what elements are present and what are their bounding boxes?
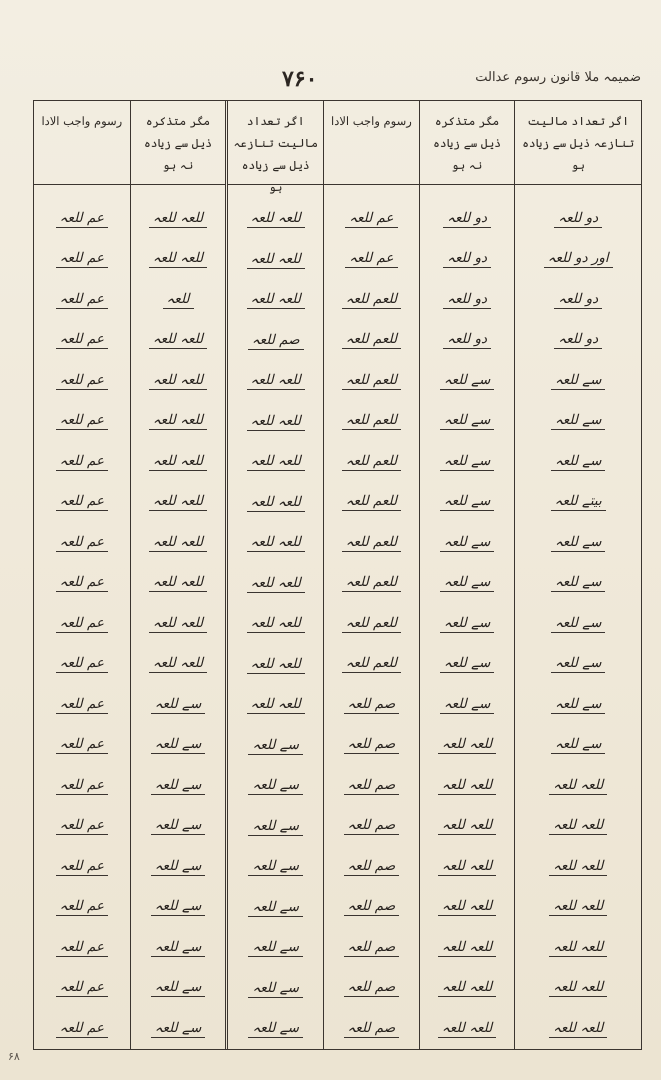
table-cell [324, 968, 419, 1009]
table-cell [228, 645, 323, 686]
table-cell [324, 563, 419, 604]
table-cell [420, 320, 515, 361]
table-cell [515, 887, 641, 928]
cell-value: للعم للعہ [342, 493, 401, 511]
cell-value: عم للعہ [56, 979, 108, 997]
cell-value: للعہ للعہ [438, 736, 496, 754]
table-cell [515, 320, 641, 361]
cell-value: سے للعہ [248, 899, 303, 917]
table-cell [228, 685, 323, 726]
cell-value: للعم للعہ [342, 331, 401, 349]
table-cell [228, 523, 323, 564]
table-cell [131, 806, 226, 847]
cell-value: للعہ للعہ [149, 250, 207, 268]
table-cell [228, 604, 323, 645]
table-cell [34, 280, 130, 321]
table-cell [324, 806, 419, 847]
cell-value: سے للعہ [151, 858, 206, 876]
table-cell [34, 928, 130, 969]
cell-value: للعم للعہ [342, 615, 401, 633]
cell-value: للعہ للعہ [247, 615, 305, 633]
cell-value: سے للعہ [551, 534, 606, 552]
table-cell [131, 604, 226, 645]
table-cell [515, 442, 641, 483]
table-cell [34, 320, 130, 361]
table-cell [228, 199, 323, 240]
table-cell [228, 1009, 323, 1050]
cell-value: للعہ للعہ [549, 979, 607, 997]
table-cell [515, 239, 641, 280]
table-cell [515, 563, 641, 604]
cell-value: عم للعہ [56, 898, 108, 916]
cell-value: سے للعہ [551, 372, 606, 390]
cell-value: للعہ للعہ [438, 777, 496, 795]
table-cell [131, 887, 226, 928]
table-cell [515, 401, 641, 442]
table-cell [324, 685, 419, 726]
column-body [515, 185, 641, 1050]
cell-value: للعہ للعہ [149, 615, 207, 633]
table-cell [515, 806, 641, 847]
cell-value: للعہ للعہ [247, 494, 305, 512]
table-cell [228, 564, 323, 605]
table-cell [420, 644, 515, 685]
cell-value: عم للعہ [56, 817, 108, 835]
table-cell [34, 482, 130, 523]
table-cell [228, 726, 323, 767]
table-cell [131, 847, 226, 888]
cell-value: للعہ للعہ [438, 979, 496, 997]
table-cell [420, 806, 515, 847]
table-cell [420, 887, 515, 928]
cell-value: دو للعہ [554, 210, 602, 228]
cell-value: عم للعہ [56, 777, 108, 795]
table-column [34, 101, 130, 1049]
table-cell [228, 969, 323, 1010]
table-cell [34, 361, 130, 402]
cell-value: صم للعہ [344, 777, 400, 795]
cell-value: عم للعہ [56, 291, 108, 309]
cell-value: صم للعہ [248, 332, 304, 350]
cell-value: للعہ للعہ [247, 575, 305, 593]
cell-value: عم للعہ [56, 372, 108, 390]
cell-value: عم للعہ [56, 1020, 108, 1038]
table-cell [228, 807, 323, 848]
cell-value: سے للعہ [551, 655, 606, 673]
table-cell [515, 280, 641, 321]
table-cell [228, 483, 323, 524]
cell-value: سے للعہ [248, 980, 303, 998]
table-cell [324, 401, 419, 442]
table-cell [420, 766, 515, 807]
table-cell [324, 644, 419, 685]
column-heading: رسوم واجب الادا [34, 101, 130, 185]
table-cell [228, 402, 323, 443]
cell-value: سے للعہ [248, 777, 303, 795]
cell-value: عم للعہ [56, 655, 108, 673]
cell-value: للعہ للعہ [247, 210, 305, 228]
cell-value: للعہ للعہ [438, 858, 496, 876]
cell-value: سے للعہ [151, 736, 206, 754]
table-cell [515, 604, 641, 645]
table-cell [131, 482, 226, 523]
column-body [420, 185, 515, 1050]
cell-value: صم للعہ [344, 696, 400, 714]
cell-value: سے للعہ [440, 615, 495, 633]
cell-value: للعہ للعہ [247, 696, 305, 714]
table-cell [324, 604, 419, 645]
table-cell [420, 199, 515, 240]
cell-value: سے للعہ [440, 696, 495, 714]
table-column [419, 101, 515, 1049]
table-cell [420, 968, 515, 1009]
table-cell [34, 644, 130, 685]
table-cell [131, 968, 226, 1009]
cell-value: عم للعہ [56, 534, 108, 552]
table-cell [324, 1009, 419, 1050]
cell-value: عم للعہ [56, 696, 108, 714]
table-cell [34, 806, 130, 847]
cell-value: سے للعہ [151, 898, 206, 916]
table-cell [34, 523, 130, 564]
cell-value: للعم للعہ [342, 574, 401, 592]
table-cell [228, 240, 323, 281]
table-cell [34, 563, 130, 604]
table-cell [131, 1009, 226, 1050]
table-cell [515, 685, 641, 726]
cell-value: سے للعہ [551, 453, 606, 471]
cell-value: للعہ للعہ [149, 655, 207, 673]
table-cell [324, 320, 419, 361]
table-cell [515, 725, 641, 766]
table-cell [131, 442, 226, 483]
table-cell [420, 725, 515, 766]
cell-value: للعہ للعہ [438, 817, 496, 835]
cell-value: سے للعہ [551, 696, 606, 714]
table-cell [420, 928, 515, 969]
table-cell [34, 766, 130, 807]
cell-value: سے للعہ [440, 453, 495, 471]
table-cell [228, 888, 323, 929]
cell-value: عم للعہ [56, 250, 108, 268]
page-number: ۷۶۰ [282, 66, 318, 92]
table-cell [34, 1009, 130, 1050]
table-column [323, 101, 419, 1049]
table-cell [420, 280, 515, 321]
table-cell [324, 361, 419, 402]
column-body [228, 185, 323, 1050]
cell-value: سے للعہ [248, 858, 303, 876]
table-cell [131, 563, 226, 604]
cell-value: للعہ للعہ [438, 1020, 496, 1038]
cell-value: دو للعہ [443, 291, 491, 309]
table-cell [228, 321, 323, 362]
table-cell [515, 523, 641, 564]
cell-value: صم للعہ [344, 858, 400, 876]
table-cell [420, 239, 515, 280]
cell-value: سے للعہ [551, 574, 606, 592]
table-cell [34, 401, 130, 442]
table-cell [324, 482, 419, 523]
cell-value: للعہ للعہ [149, 453, 207, 471]
cell-value: للعہ للعہ [149, 331, 207, 349]
table-cell [131, 199, 226, 240]
column-body [324, 185, 419, 1050]
table-column [130, 101, 226, 1049]
cell-value: للعہ للعہ [247, 372, 305, 390]
cell-value: للعم للعہ [342, 412, 401, 430]
cell-value: دو للعہ [554, 291, 602, 309]
cell-value: للعم للعہ [342, 372, 401, 390]
cell-value: للعہ للعہ [247, 534, 305, 552]
table-cell [420, 604, 515, 645]
table-cell [131, 401, 226, 442]
cell-value: دو للعہ [443, 250, 491, 268]
table-cell [324, 239, 419, 280]
column-heading: اگر تعداد مالیت تنازعہ ذیل سے زیادہ ہو [515, 101, 641, 185]
cell-value: عم للعہ [56, 453, 108, 471]
table-cell [324, 847, 419, 888]
cell-value: للعم للعہ [342, 655, 401, 673]
cell-value: سے للعہ [248, 818, 303, 836]
table-cell [515, 847, 641, 888]
column-heading: رسوم واجب الادا [324, 101, 419, 185]
cell-value: للعہ للعہ [438, 898, 496, 916]
table-cell [324, 199, 419, 240]
table-cell [228, 928, 323, 969]
cell-value: بیتے للعہ [551, 493, 606, 511]
cell-value: للعہ للعہ [247, 291, 305, 309]
cell-value: للعہ للعہ [549, 939, 607, 957]
table-cell [131, 766, 226, 807]
cell-value: عم للعہ [56, 412, 108, 430]
table-cell [515, 644, 641, 685]
table-cell [515, 1009, 641, 1050]
table-cell [34, 725, 130, 766]
cell-value: للعہ للعہ [247, 413, 305, 431]
cell-value: سے للعہ [151, 777, 206, 795]
column-body [131, 185, 226, 1050]
cell-value: سے للعہ [248, 1020, 303, 1038]
cell-value: للعم للعہ [342, 534, 401, 552]
cell-value: للعہ للعہ [149, 534, 207, 552]
cell-value: للعہ للعہ [149, 574, 207, 592]
table-cell [515, 766, 641, 807]
table-cell [131, 644, 226, 685]
cell-value: عم للعہ [56, 736, 108, 754]
table-cell [131, 280, 226, 321]
table-cell [420, 685, 515, 726]
table-cell [324, 523, 419, 564]
table-cell [131, 361, 226, 402]
cell-value: صم للعہ [344, 817, 400, 835]
cell-value: عم للعہ [56, 939, 108, 957]
cell-value: عم للعہ [56, 331, 108, 349]
column-body [34, 185, 130, 1050]
cell-value: عم للعہ [56, 493, 108, 511]
table-cell [420, 482, 515, 523]
cell-value: سے للعہ [151, 979, 206, 997]
column-heading: مگر متذکرہ ذیل سے زیادہ نہ ہو [420, 101, 515, 185]
cell-value: للعہ للعہ [549, 777, 607, 795]
cell-value: للعہ [163, 291, 194, 309]
cell-value: للعہ للعہ [438, 939, 496, 957]
cell-value: للعم للعہ [342, 453, 401, 471]
table-cell [324, 442, 419, 483]
cell-value: للعہ للعہ [549, 898, 607, 916]
cell-value: للعہ للعہ [149, 493, 207, 511]
cell-value: صم للعہ [344, 1020, 400, 1038]
cell-value: عم للعہ [345, 210, 397, 228]
table-cell [131, 239, 226, 280]
cell-value: للعہ للعہ [149, 372, 207, 390]
table-cell [34, 604, 130, 645]
table-cell [34, 887, 130, 928]
cell-value: عم للعہ [56, 574, 108, 592]
cell-value: صم للعہ [344, 898, 400, 916]
column-heading: مگر متذکرہ ذیل سے زیادہ نہ ہو [131, 101, 226, 185]
page-header [0, 58, 661, 98]
cell-value: للعہ للعہ [247, 453, 305, 471]
table-cell [324, 766, 419, 807]
table-cell [34, 968, 130, 1009]
corner-mark: ۶۸ [8, 1050, 20, 1063]
cell-value: دو للعہ [443, 331, 491, 349]
table-cell [228, 766, 323, 807]
cell-value: للعہ للعہ [549, 817, 607, 835]
table-cell [34, 847, 130, 888]
cell-value: سے للعہ [151, 696, 206, 714]
cell-value: سے للعہ [551, 615, 606, 633]
table-cell [420, 401, 515, 442]
cell-value: سے للعہ [440, 412, 495, 430]
table-column [514, 101, 641, 1049]
table-cell [228, 280, 323, 321]
table-cell [34, 239, 130, 280]
table-cell [324, 725, 419, 766]
table-cell [420, 361, 515, 402]
table-cell [515, 482, 641, 523]
cell-value: سے للعہ [440, 574, 495, 592]
table-cell [228, 361, 323, 402]
cell-value: عم للعہ [345, 250, 397, 268]
table-cell [131, 725, 226, 766]
cell-value: سے للعہ [151, 817, 206, 835]
table-cell [420, 442, 515, 483]
cell-value: صم للعہ [344, 736, 400, 754]
cell-value: سے للعہ [151, 939, 206, 957]
cell-value: سے للعہ [440, 534, 495, 552]
cell-value: للعم للعہ [342, 291, 401, 309]
cell-value: عم للعہ [56, 858, 108, 876]
table-cell [420, 1009, 515, 1050]
table-cell [131, 523, 226, 564]
cell-value: سے للعہ [151, 1020, 206, 1038]
table-cell [515, 361, 641, 402]
cell-value: للعہ للعہ [247, 251, 305, 269]
cell-value: سے للعہ [248, 737, 303, 755]
table-cell [34, 685, 130, 726]
cell-value: سے للعہ [440, 493, 495, 511]
table-cell [515, 968, 641, 1009]
cell-value: للعہ للعہ [149, 412, 207, 430]
cell-value: للعہ للعہ [149, 210, 207, 228]
cell-value: للعہ للعہ [549, 858, 607, 876]
table-cell [228, 442, 323, 483]
table-column [225, 101, 323, 1049]
cell-value: سے للعہ [440, 655, 495, 673]
cell-value: صم للعہ [344, 979, 400, 997]
running-head: ضمیمہ ملا قانون رسوم عدالت [475, 70, 641, 85]
cell-value: صم للعہ [344, 939, 400, 957]
fee-schedule-table [33, 100, 642, 1050]
table-cell [515, 199, 641, 240]
table-cell [131, 928, 226, 969]
cell-value: دو للعہ [443, 210, 491, 228]
table-cell [515, 928, 641, 969]
cell-value: سے للعہ [248, 939, 303, 957]
cell-value: عم للعہ [56, 615, 108, 633]
table-cell [131, 685, 226, 726]
cell-value: للعہ للعہ [247, 656, 305, 674]
table-cell [420, 563, 515, 604]
table-cell [324, 928, 419, 969]
table-cell [420, 523, 515, 564]
cell-value: سے للعہ [551, 736, 606, 754]
cell-value: اور دو للعہ [544, 250, 613, 268]
cell-value: دو للعہ [554, 331, 602, 349]
column-heading: اگر تعداد مالیت تنازعہ ذیل سے زیادہ ہو [228, 101, 323, 185]
table-cell [34, 442, 130, 483]
table-cell [420, 847, 515, 888]
cell-value: عم للعہ [56, 210, 108, 228]
cell-value: سے للعہ [551, 412, 606, 430]
cell-value: سے للعہ [440, 372, 495, 390]
table-cell [324, 887, 419, 928]
table-cell [34, 199, 130, 240]
cell-value: للعہ للعہ [549, 1020, 607, 1038]
table-cell [131, 320, 226, 361]
table-cell [324, 280, 419, 321]
table-cell [228, 847, 323, 888]
